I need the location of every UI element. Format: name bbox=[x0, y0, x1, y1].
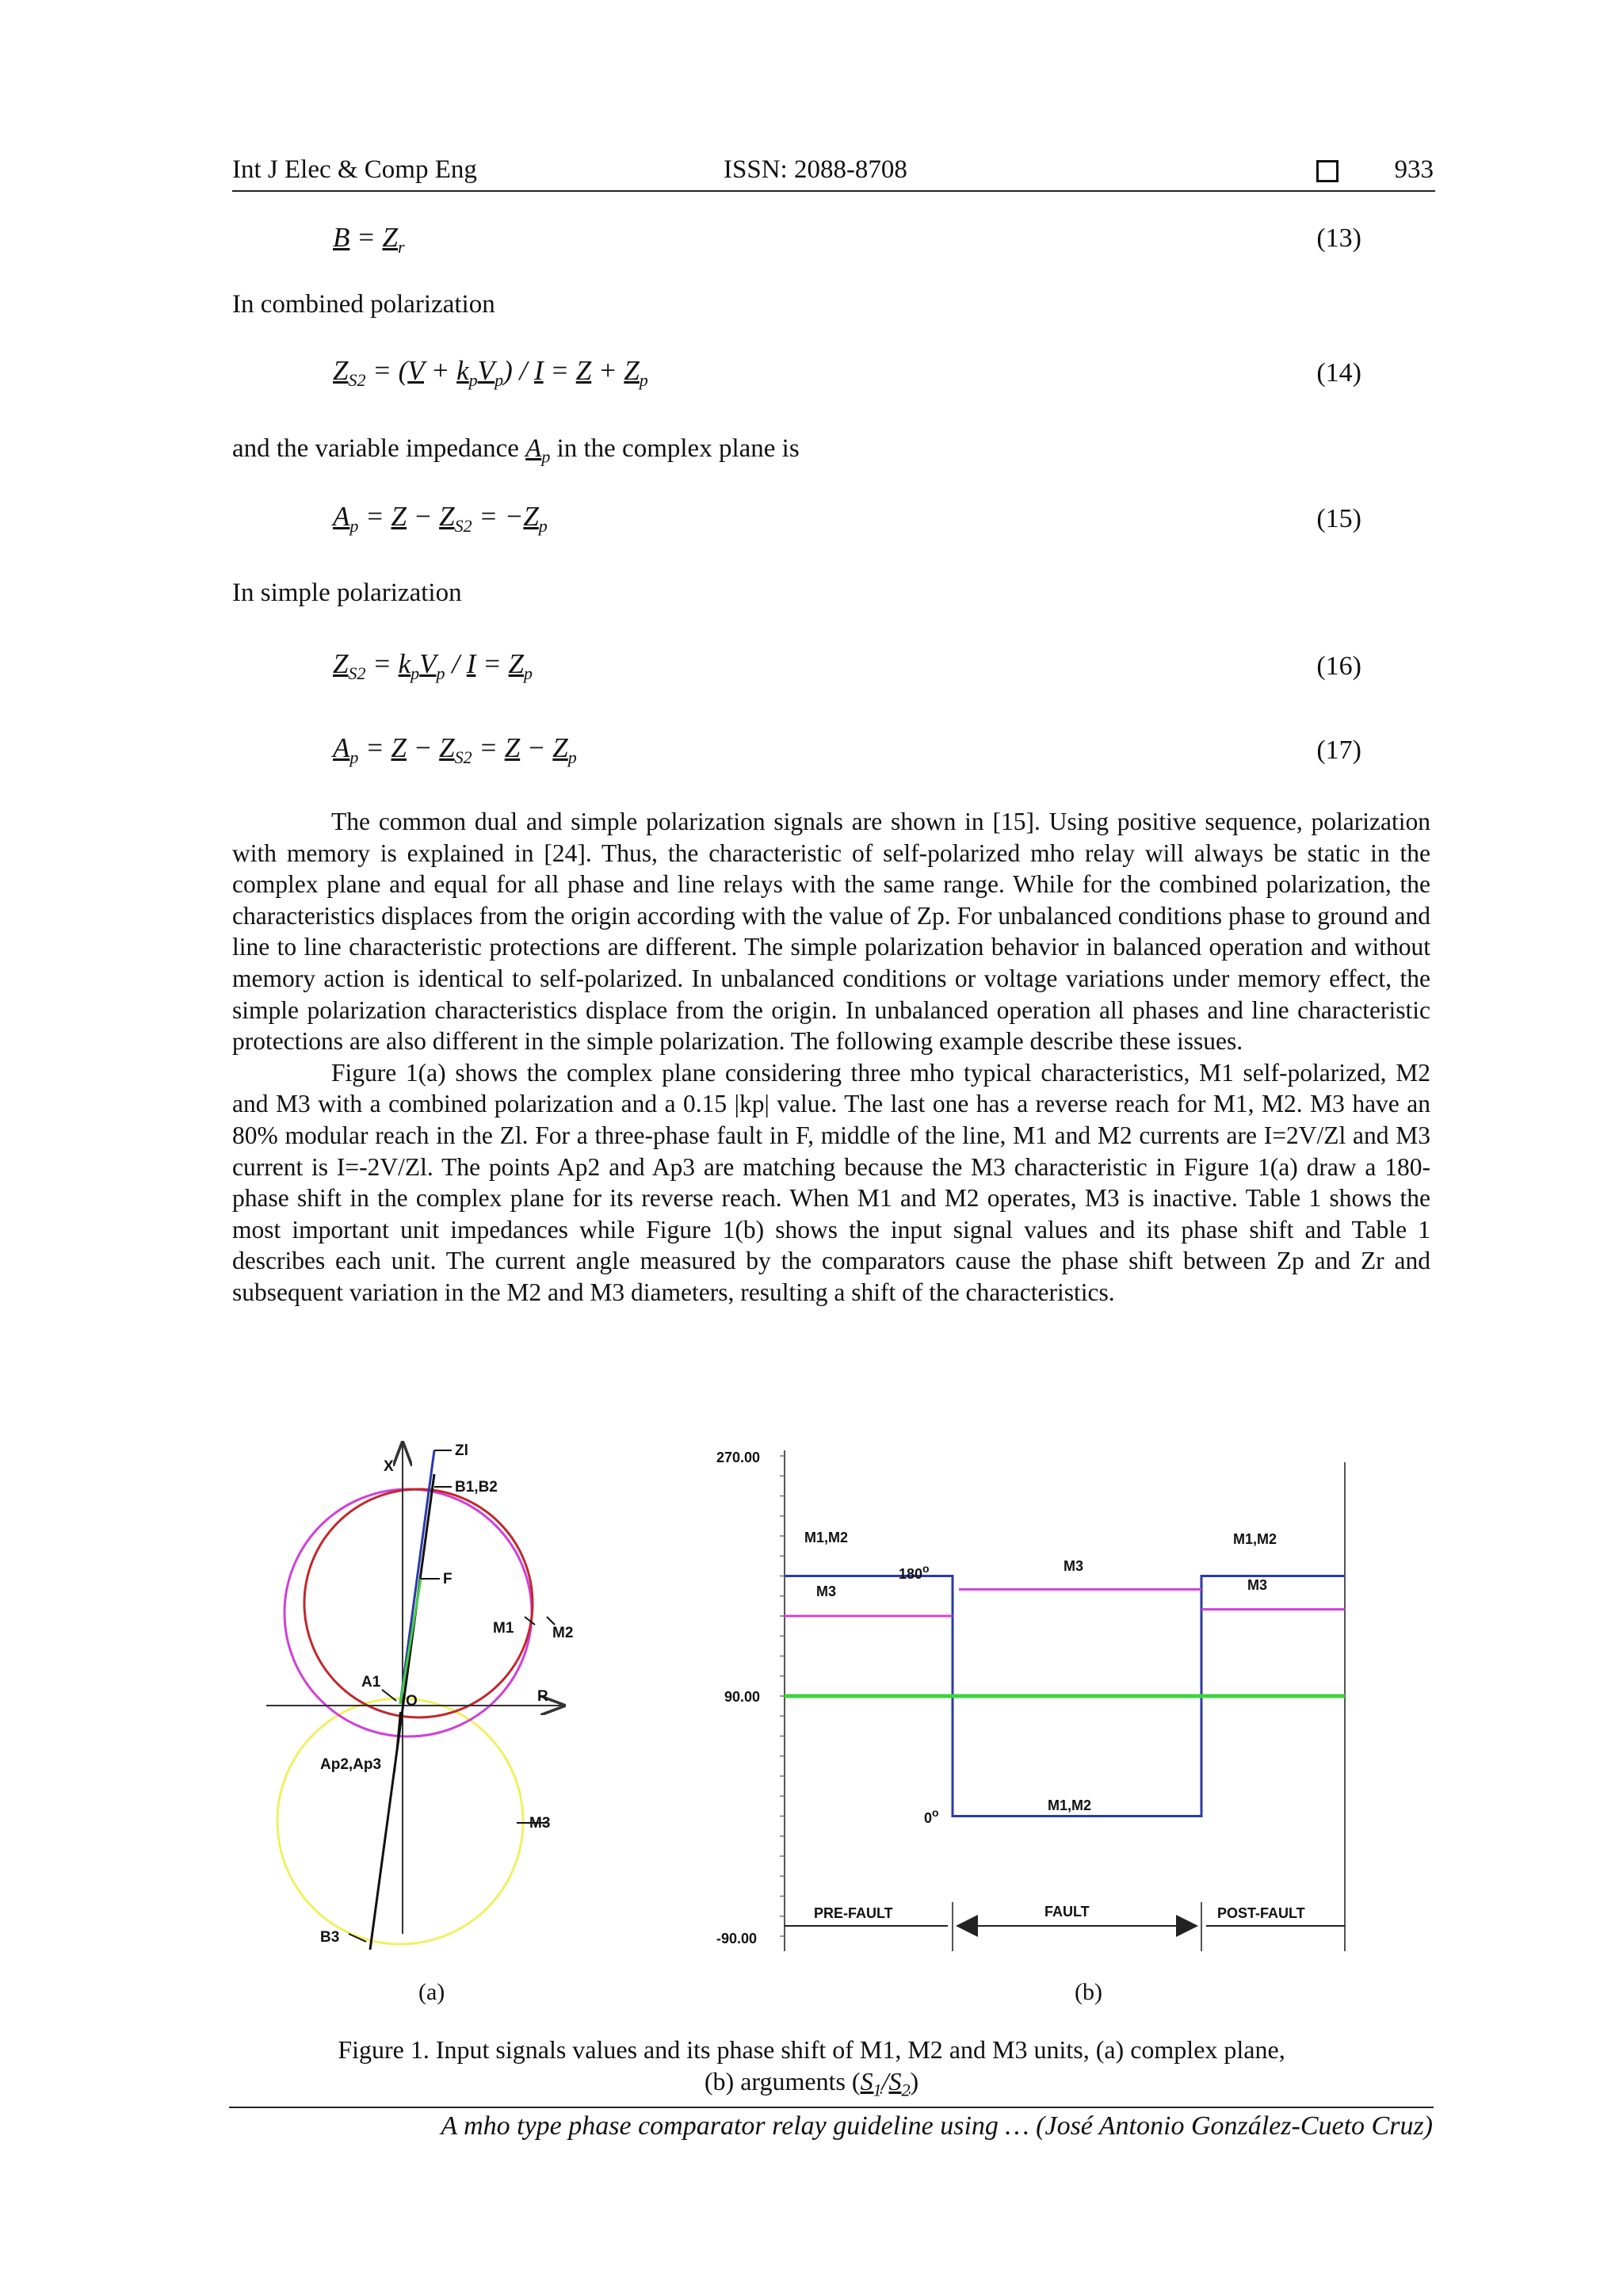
phase-label-postfault: POST-FAULT bbox=[1217, 1905, 1305, 1921]
page-number: 933 bbox=[1394, 155, 1434, 184]
caption-line-2: (b) arguments $(S_1/S_2)$ bbox=[704, 2067, 919, 2100]
label-b3: B3 bbox=[320, 1929, 340, 1946]
simple-polarization-label: In simple polarization bbox=[232, 579, 462, 607]
label-m3: M3 bbox=[529, 1815, 551, 1832]
figure-b-arguments-chart bbox=[716, 1450, 1345, 1951]
sublabel-b: (b) bbox=[1075, 1979, 1102, 2005]
equation-17: $A_p = Z - Z_{S2} = Z - Z_p$ bbox=[333, 732, 577, 767]
equation-14: $Z_{S2} = (V + k_pV_p) / I = Z + Z_p$ bbox=[333, 355, 648, 390]
label-a1: A1 bbox=[361, 1674, 381, 1690]
label-f: F bbox=[443, 1571, 453, 1587]
caption-line-1: Figure 1. Input signals values and its phase shift of M1, M2 and M3 units, (a) complex plane, bbox=[338, 2035, 1285, 2064]
series-layer bbox=[785, 1576, 1345, 1817]
equation-15: $A_p = Z - Z_{S2} = -Z_p$ bbox=[333, 501, 548, 536]
label-o: O bbox=[406, 1693, 418, 1710]
label-m3-mid: M3 bbox=[1064, 1558, 1084, 1574]
journal-name: Int J Elec & Comp Eng bbox=[232, 155, 477, 184]
sublabel-a: (a) bbox=[418, 1979, 445, 2005]
label-m3-right: M3 bbox=[1247, 1577, 1268, 1593]
variable-impedance-sentence: and the variable impedance $A_p$ in the complex plane is bbox=[232, 434, 800, 467]
footer-rule bbox=[229, 2107, 1434, 2108]
label-ap: Ap2,Ap3 bbox=[320, 1756, 382, 1773]
combined-polarization-label: In combined polarization bbox=[232, 290, 495, 319]
equation-number-16: (16) bbox=[1316, 651, 1361, 681]
equation-number-15: (15) bbox=[1316, 504, 1361, 533]
label-m2: M2 bbox=[552, 1625, 574, 1641]
y-tick-label-minus90: -90.00 bbox=[716, 1931, 758, 1946]
paragraph-2: Figure 1(a) shows the complex plane considering three mho typical characteristics, M1 self-polarized, M2 and M3 with a combined polarization and a 0.15 |kp| value. The last one has a reverse reach for M1, M2. M3 have an 80% modular reach in the Zl. For a three-phase fault in F, middle of the line, M1 and M2 currents are I=2V/Zl and M3 current is I=-2V/Zl. The points Ap2 and Ap3 are matching because the M3 characteristic in Figure 1(a) draw a 180-phase shift in the complex plane for its reverse reach. When M1 and M2 operates, M3 is inactive. Table 1 shows the most important unit impedances while Figure 1(b) shows the input signal values and its phase shift and Table 1 describes each unit. The current angle measured by the comparators cause the phase shift between Zp and Zr and subsequent variation in the M2 and M3 diameters, resulting a shift of the characteristics. bbox=[232, 1058, 1430, 1306]
annotation-0: 0$^o$ bbox=[924, 1806, 939, 1826]
label-x: X bbox=[384, 1458, 394, 1475]
running-footer: A mho type phase comparator relay guideline using … (José Antonio González-Cueto Cruz) bbox=[441, 2111, 1433, 2141]
equation-13: $B = Z_r$ bbox=[333, 222, 405, 257]
m2-leader bbox=[547, 1617, 555, 1625]
y-tick-label-270: 270.00 bbox=[716, 1450, 761, 1465]
label-b1b2: B1,B2 bbox=[455, 1479, 498, 1496]
equation-number-17: (17) bbox=[1316, 735, 1361, 765]
phase-label-prefault: PRE-FAULT bbox=[814, 1905, 893, 1921]
label-zl: Zl bbox=[455, 1442, 468, 1459]
label-r: R bbox=[537, 1688, 548, 1705]
paragraph-1: The common dual and simple polarization signals are shown in [15]. Using positive sequence, polarization with memory is explained in [24]. Thus, the characteristic of self-polarized mho relay will always be static in the complex plane and equal for all phase and line relays with the same range. While for the combined polarization, the characteristics displaces from the origin according with the value of Zp. For unbalanced conditions phase to ground and line to line characteristic protections are different. The simple polarization behavior in balanced operation and without memory action is identical to self-polarized. In unbalanced conditions or voltage variations under memory effect, the simple polarization characteristics displace from the origin. In unbalanced operation all phases and line characteristic protections are also different in the simple polarization. The following example describe these issues. bbox=[232, 808, 1430, 1056]
m1-circle bbox=[304, 1489, 533, 1717]
issn: ISSN: 2088-8708 bbox=[724, 155, 907, 184]
equation-number-14: (14) bbox=[1316, 358, 1361, 388]
phase-label-fault: FAULT bbox=[1044, 1904, 1090, 1920]
y-tick-label-90: 90.00 bbox=[724, 1689, 761, 1705]
ap-leader bbox=[395, 1712, 400, 1772]
label-m1m2-left: M1,M2 bbox=[804, 1530, 849, 1545]
equation-number-13: (13) bbox=[1316, 223, 1361, 253]
label-m1: M1 bbox=[493, 1620, 514, 1637]
figure-a-complex-plane bbox=[266, 1442, 573, 1950]
figure-caption bbox=[238, 2034, 1385, 2106]
equation-16: $Z_{S2} = k_pV_p / I = Z_p$ bbox=[333, 648, 533, 683]
label-m3-left: M3 bbox=[816, 1584, 837, 1599]
label-m1m2-mid: M1,M2 bbox=[1048, 1797, 1092, 1813]
label-m1m2-right: M1,M2 bbox=[1233, 1531, 1277, 1547]
annotation-180: 180$^o$ bbox=[899, 1562, 930, 1582]
